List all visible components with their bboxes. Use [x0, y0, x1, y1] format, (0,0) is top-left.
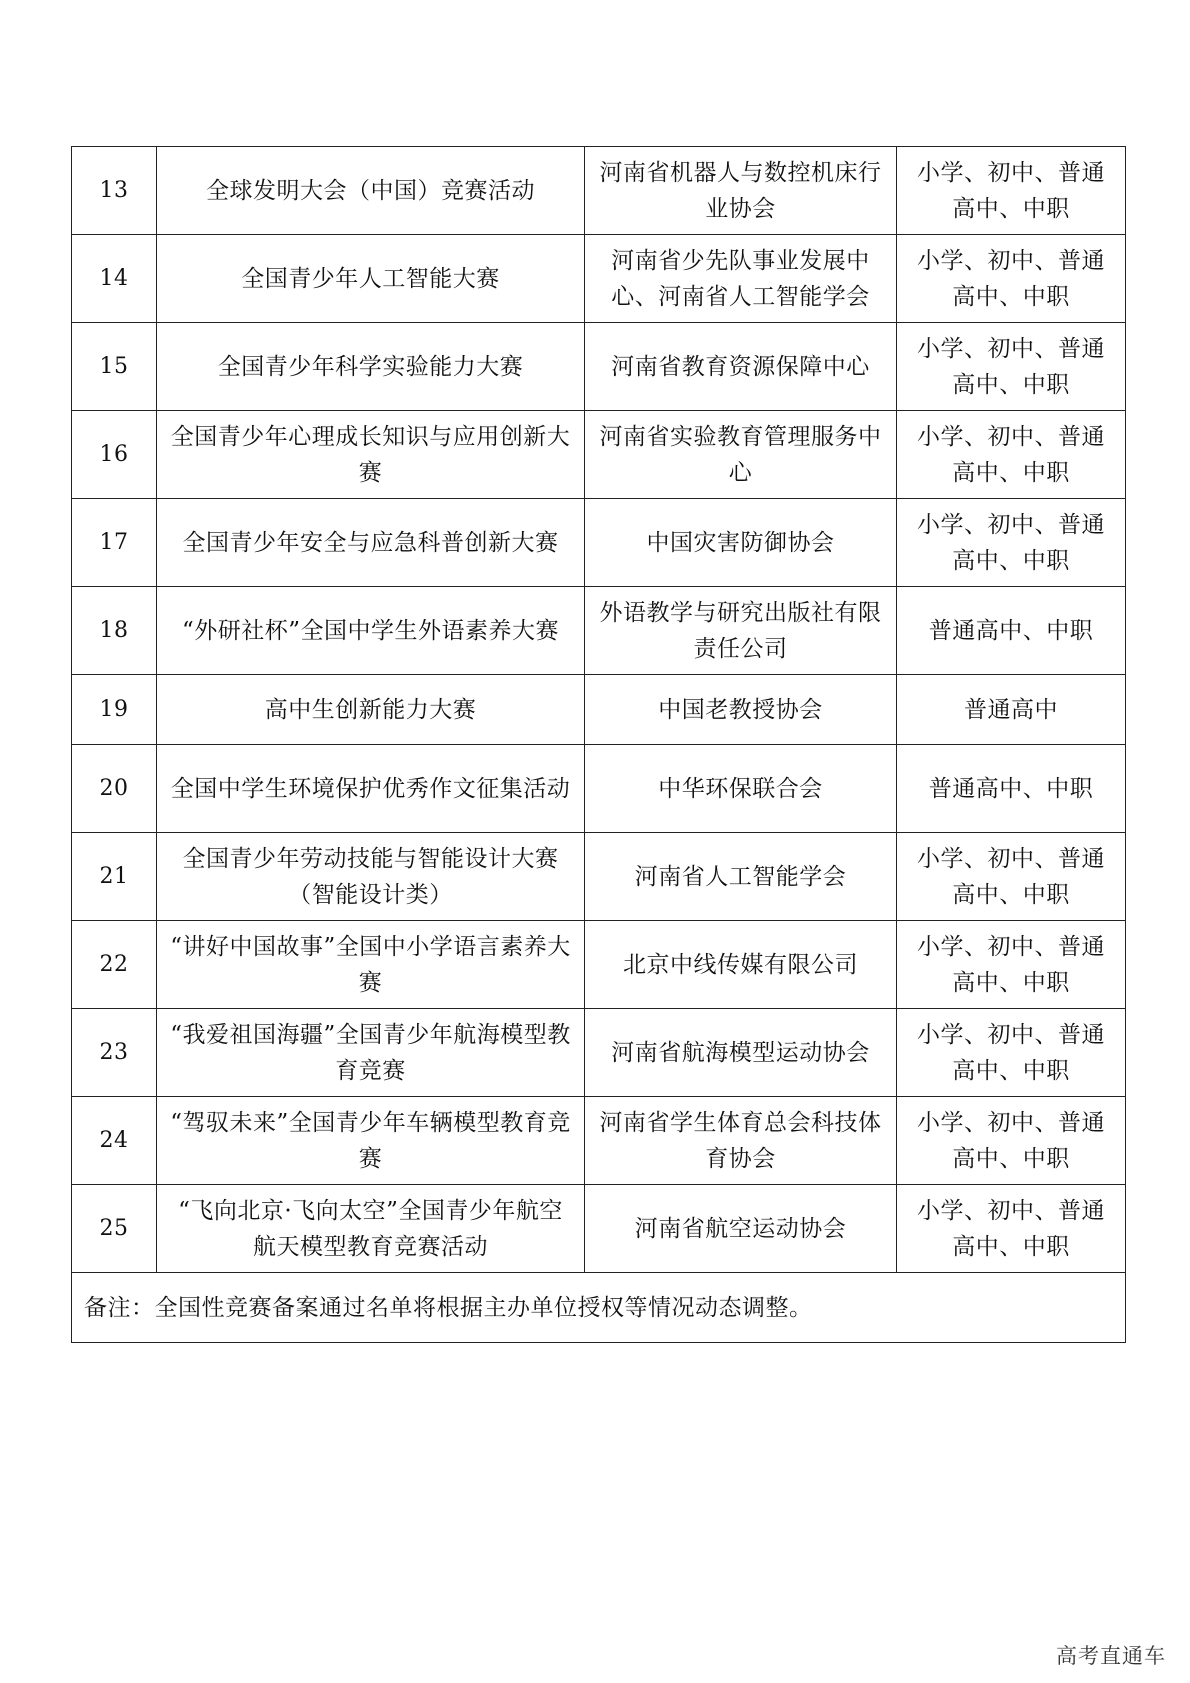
- competition-name: 全国青少年科学实验能力大赛: [157, 323, 585, 411]
- watermark: 高考直通车: [1056, 1644, 1166, 1668]
- row-number: 22: [72, 921, 157, 1009]
- competition-name: “讲好中国故事”全国中小学语言素养大赛: [157, 921, 585, 1009]
- table-row: [72, 587, 1126, 675]
- row-number: 15: [72, 323, 157, 411]
- row-number: 23: [72, 1009, 157, 1097]
- table-row: [72, 675, 1126, 745]
- eligible-level: 小学、初中、普通高中、中职: [897, 147, 1126, 235]
- table-row: [72, 921, 1126, 1009]
- eligible-level: 小学、初中、普通高中、中职: [897, 411, 1126, 499]
- organizer: 外语教学与研究出版社有限责任公司: [585, 587, 897, 675]
- competition-name: 全国青少年心理成长知识与应用创新大赛: [157, 411, 585, 499]
- competition-name: “外研社杯”全国中学生外语素养大赛: [157, 587, 585, 675]
- row-number: 14: [72, 235, 157, 323]
- row-number: 20: [72, 745, 157, 833]
- table-row: [72, 499, 1126, 587]
- competition-name: 全国中学生环境保护优秀作文征集活动: [157, 745, 585, 833]
- table-row: [72, 323, 1126, 411]
- row-number: 17: [72, 499, 157, 587]
- organizer: 河南省学生体育总会科技体育协会: [585, 1097, 897, 1185]
- table-row: [72, 1097, 1126, 1185]
- organizer: 河南省机器人与数控机床行业协会: [585, 147, 897, 235]
- competition-name: 全球发明大会（中国）竞赛活动: [157, 147, 585, 235]
- eligible-level: 小学、初中、普通高中、中职: [897, 921, 1126, 1009]
- table-row: [72, 745, 1126, 833]
- competition-name: 全国青少年人工智能大赛: [157, 235, 585, 323]
- note-row: [72, 1273, 1126, 1343]
- organizer: 北京中线传媒有限公司: [585, 921, 897, 1009]
- row-number: 19: [72, 675, 157, 745]
- competition-name: 全国青少年安全与应急科普创新大赛: [157, 499, 585, 587]
- row-number: 16: [72, 411, 157, 499]
- eligible-level: 普通高中、中职: [897, 587, 1126, 675]
- table-row: [72, 833, 1126, 921]
- eligible-level: 小学、初中、普通高中、中职: [897, 1185, 1126, 1273]
- table-row: [72, 147, 1126, 235]
- organizer: 中国老教授协会: [585, 675, 897, 745]
- eligible-level: 小学、初中、普通高中、中职: [897, 235, 1126, 323]
- table-row: [72, 1185, 1126, 1273]
- organizer: 河南省实验教育管理服务中心: [585, 411, 897, 499]
- table-row: [72, 411, 1126, 499]
- row-number: 21: [72, 833, 157, 921]
- organizer: 中华环保联合会: [585, 745, 897, 833]
- competition-name: “飞向北京·飞向太空”全国青少年航空航天模型教育竞赛活动: [157, 1185, 585, 1273]
- row-number: 18: [72, 587, 157, 675]
- table-row: [72, 1009, 1126, 1097]
- row-number: 24: [72, 1097, 157, 1185]
- organizer: 河南省航海模型运动协会: [585, 1009, 897, 1097]
- organizer: 河南省教育资源保障中心: [585, 323, 897, 411]
- competition-name: “驾驭未来”全国青少年车辆模型教育竞赛: [157, 1097, 585, 1185]
- eligible-level: 普通高中、中职: [897, 745, 1126, 833]
- competition-table: [71, 146, 1126, 1343]
- eligible-level: 小学、初中、普通高中、中职: [897, 1009, 1126, 1097]
- row-number: 25: [72, 1185, 157, 1273]
- organizer: 河南省少先队事业发展中心、河南省人工智能学会: [585, 235, 897, 323]
- organizer: 中国灾害防御协会: [585, 499, 897, 587]
- competition-name: 高中生创新能力大赛: [157, 675, 585, 745]
- eligible-level: 小学、初中、普通高中、中职: [897, 1097, 1126, 1185]
- eligible-level: 小学、初中、普通高中、中职: [897, 323, 1126, 411]
- organizer: 河南省人工智能学会: [585, 833, 897, 921]
- row-number: 13: [72, 147, 157, 235]
- eligible-level: 普通高中: [897, 675, 1126, 745]
- table-note: 备注：全国性竞赛备案通过名单将根据主办单位授权等情况动态调整。: [72, 1273, 1126, 1343]
- competition-name: 全国青少年劳动技能与智能设计大赛（智能设计类）: [157, 833, 585, 921]
- eligible-level: 小学、初中、普通高中、中职: [897, 499, 1126, 587]
- table-row: [72, 235, 1126, 323]
- eligible-level: 小学、初中、普通高中、中职: [897, 833, 1126, 921]
- competition-name: “我爱祖国海疆”全国青少年航海模型教育竞赛: [157, 1009, 585, 1097]
- organizer: 河南省航空运动协会: [585, 1185, 897, 1273]
